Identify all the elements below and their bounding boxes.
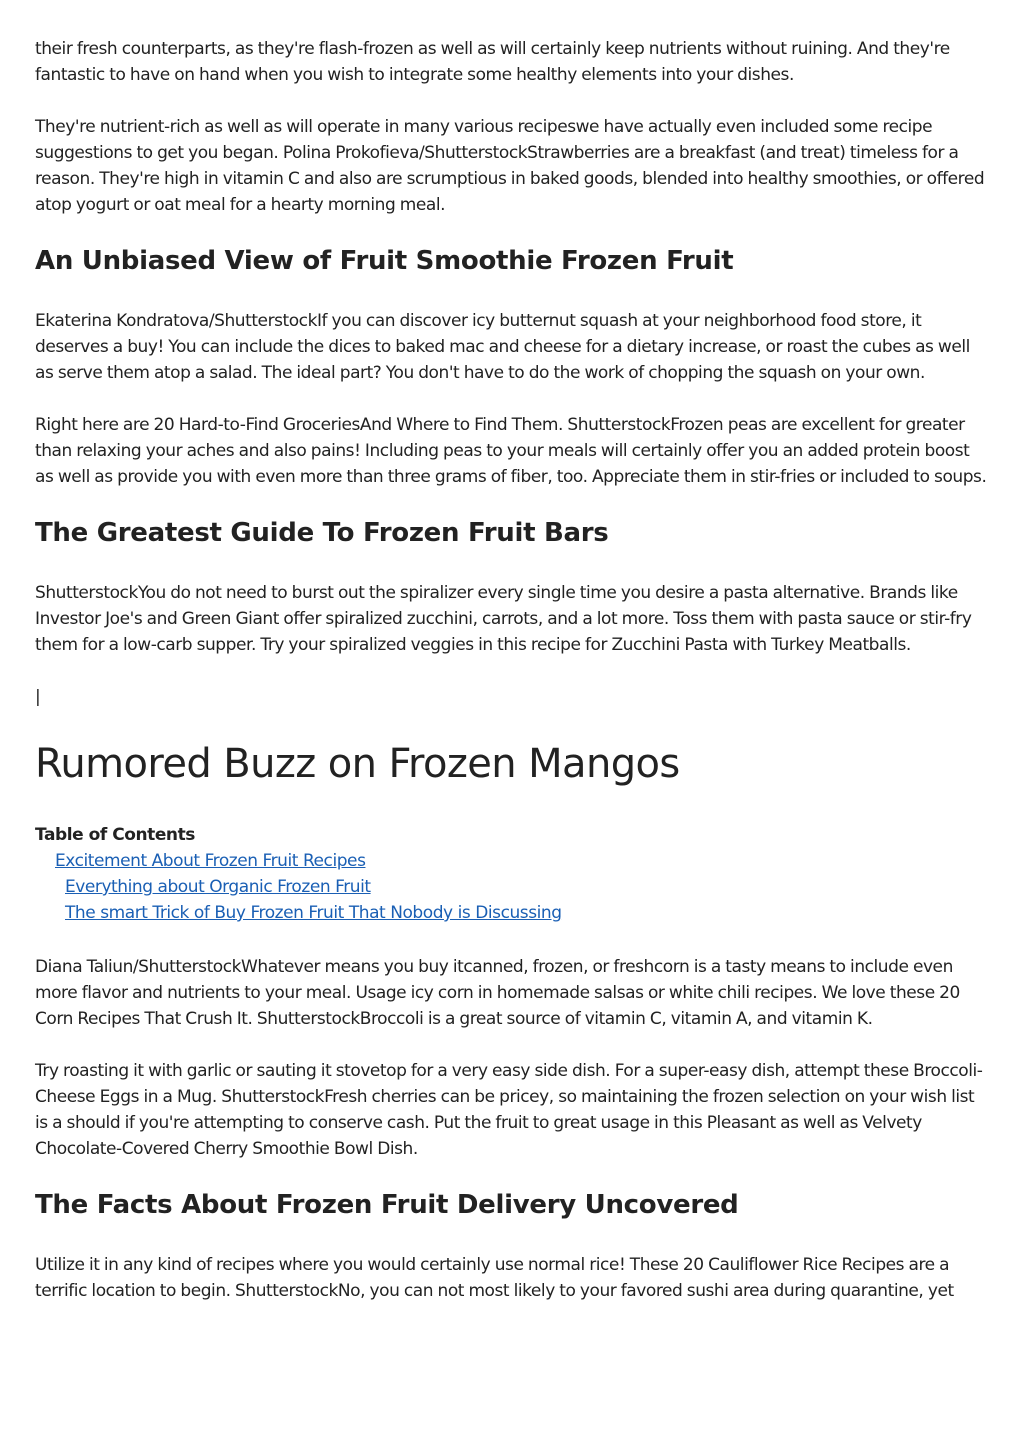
paragraph: Right here are 20 Hard-to-Find GroceriesAnd Where to Find Them. ShutterstockFrozen peas are excellent for greater than relaxing your aches and also pains! Including peas to your meals will certainly offer you an added protein boost as well as provide you with even more than three grams of fiber, too. Appreciate them in stir-fries or included to soups.: [35, 415, 987, 487]
section-heading: The Facts About Frozen Fruit Delivery Uncovered: [35, 1190, 739, 1220]
toc-link-excitement[interactable]: Excitement About Frozen Fruit Recipes: [55, 851, 366, 871]
section-heading: The Greatest Guide To Frozen Fruit Bars: [35, 518, 609, 548]
paragraph: Utilize it in any kind of recipes where you would certainly use normal rice! These 20 Cauliflower Rice Recipes are a terrific location to begin. ShutterstockNo, you can not most likely to your favored sushi area during quarantine, yet: [35, 1255, 954, 1301]
section-heading: An Unbiased View of Fruit Smoothie Frozen Fruit: [35, 246, 734, 276]
paragraph: Ekaterina Kondratova/ShutterstockIf you can discover icy butternut squash at your neighborhood food store, it deserves a buy! You can include the dices to baked mac and cheese for a dietary increase, or roast the cubes as well as serve them atop a salad. The ideal part? You don't have to do the work of chopping the squash on your own.: [35, 311, 970, 383]
paragraph: They're nutrient-rich as well as will operate in many various recipeswe have actually even included some recipe suggestions to get you began. Polina Prokofieva/ShutterstockStrawberries are a breakfast (and treat) timeless for a reason. They're high in vitamin C and also are scrumptious in baked goods, blended into healthy smoothies, or offered atop yogurt or oat meal for a hearty morning meal.: [35, 117, 985, 215]
table-of-contents: [35, 822, 989, 926]
paragraph: Diana Taliun/ShutterstockWhatever means you buy itcanned, frozen, or freshcorn is a tasty means to include even more flavor and nutrients to your meal. Usage icy corn in homemade salsas or white chili recipes. We love these 20 Corn Recipes That Crush It. ShutterstockBroccoli is a great source of vitamin C, vitamin A, and vitamin K.: [35, 957, 960, 1029]
toc-link-smart-trick[interactable]: The smart Trick of Buy Frozen Fruit That Nobody is Discussing: [65, 903, 562, 923]
paragraph: their fresh counterparts, as they're flash-frozen as well as will certainly keep nutrients without ruining. And they're fantastic to have on hand when you wish to integrate some healthy elements into your dishes.: [35, 39, 950, 85]
paragraph: Try roasting it with garlic or sauting it stovetop for a very easy side dish. For a super-easy dish, attempt these Broccoli-Cheese Eggs in a Mug. ShutterstockFresh cherries can be pricey, so maintaining the frozen selection on your wish list is a should if you're attempting to conserve cash. Put the fruit to great usage in this Pleasant as well as Velvety Chocolate-Covered Cherry Smoothie Bowl Dish.: [35, 1061, 983, 1159]
toc-title: Table of Contents: [35, 825, 195, 845]
separator-mark: |: [35, 687, 41, 707]
article-title: Rumored Buzz on Frozen Mangos: [35, 741, 680, 787]
toc-link-organic[interactable]: Everything about Organic Frozen Fruit: [65, 877, 371, 897]
paragraph: ShutterstockYou do not need to burst out the spiralizer every single time you desire a pasta alternative. Brands like Investor Joe's and Green Giant offer spiralized zucchini, carrots, and a lot more. Toss them with pasta sauce or stir-fry them for a low-carb supper. Try your spiralized veggies in this recipe for Zucchini Pasta with Turkey Meatballs.: [35, 583, 972, 655]
